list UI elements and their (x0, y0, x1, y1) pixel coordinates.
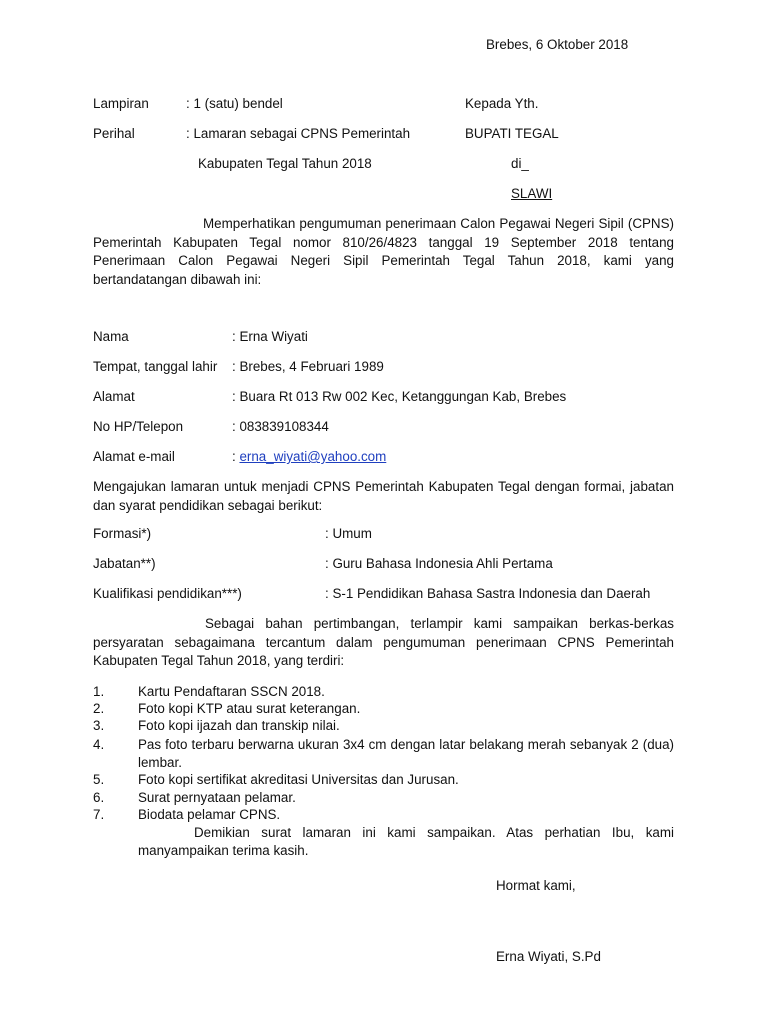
signer-name: Erna Wiyati, S.Pd (496, 949, 601, 964)
email-prefix: : (232, 449, 240, 464)
lampiran-label: Lampiran (93, 96, 149, 111)
lampiran-value: : 1 (satu) bendel (186, 96, 283, 111)
recipient-at: di_ (511, 156, 529, 171)
perihal-value: : Lamaran sebagai CPNS Pemerintah (186, 126, 411, 141)
formasi-label: Formasi*) (93, 526, 152, 541)
intro-paragraph: Memperhatikan pengumuman penerimaan Calon Pegawai Negeri Sipil (CPNS) Pemerintah Kabupaten Tegal nomor 810/26/4823 tanggal 19 September 2018 tentang Penerimaan Calon Pegawai Negeri Sipil Pemerintah Tegal Tahun 2018, kami yang bertandatangan dibawah ini: (93, 216, 674, 287)
applicant-email-label: Alamat e-mail (93, 449, 175, 464)
jabatan-label: Jabatan**) (93, 556, 156, 571)
kualifikasi-label: Kualifikasi pendidikan***) (93, 586, 242, 601)
list-item-number: 4. (93, 737, 105, 752)
recipient-city: SLAWI (511, 186, 553, 201)
recipient-greeting: Kepada Yth. (465, 96, 539, 111)
list-item: Foto kopi sertifikat akreditasi Universitas dan Jurusan. (138, 772, 459, 787)
list-item: Surat pernyataan pelamar. (138, 790, 296, 805)
applicant-address-label: Alamat (93, 389, 135, 404)
apply-paragraph: Mengajukan lamaran untuk menjadi CPNS Pemerintah Kabupaten Tegal dengan formai, jabatan dan syarat pendidikan sebagai berikut: (93, 479, 674, 513)
list-item-number: 6. (93, 790, 105, 805)
list-item-number: 5. (93, 772, 105, 787)
regards-text: Hormat kami, (496, 878, 576, 893)
perihal-label: Perihal (93, 126, 135, 141)
applicant-birth-value: : Brebes, 4 Februari 1989 (232, 359, 384, 374)
kualifikasi-value: : S-1 Pendidikan Bahasa Sastra Indonesia dan Daerah (325, 586, 651, 601)
consideration-paragraph: Sebagai bahan pertimbangan, terlampir kami sampaikan berkas-berkas persyaratan sebagaimana tercantum dalam pengumuman penerimaan CPNS Pemerintah Kabupaten Tegal Tahun 2018, yang terdiri: (93, 616, 674, 668)
email-link[interactable]: erna_wiyati@yahoo.com (239, 449, 387, 464)
list-item: Foto kopi ijazah dan transkip nilai. (138, 718, 340, 733)
jabatan-value: : Guru Bahasa Indonesia Ahli Pertama (325, 556, 553, 571)
formasi-value: : Umum (325, 526, 372, 541)
place-date: Brebes, 6 Oktober 2018 (486, 37, 629, 52)
recipient-name: BUPATI TEGAL (465, 126, 559, 141)
applicant-birth-label: Tempat, tanggal lahir (93, 359, 218, 374)
list-item: Biodata pelamar CPNS. (138, 807, 281, 822)
list-item-number: 1. (93, 684, 105, 699)
list-item: Foto kopi KTP atau surat keterangan. (138, 701, 361, 716)
applicant-name-value: : Erna Wiyati (232, 329, 308, 344)
applicant-name-label: Nama (93, 329, 129, 344)
perihal-value-2: Kabupaten Tegal Tahun 2018 (198, 156, 372, 171)
applicant-phone-label: No HP/Telepon (93, 419, 184, 434)
list-item: Kartu Pendaftaran SSCN 2018. (138, 684, 325, 699)
list-item: Pas foto terbaru berwarna ukuran 3x4 cm dengan latar belakang merah sebanyak 2 (dua) lembar. (138, 737, 674, 770)
applicant-address-value: : Buara Rt 013 Rw 002 Kec, Ketanggungan Kab, Brebes (232, 389, 567, 404)
list-item-number: 3. (93, 718, 105, 733)
list-item-number: 2. (93, 701, 105, 716)
applicant-email-row (232, 449, 386, 465)
list-item-number: 7. (93, 807, 105, 822)
closing-paragraph: Demikian surat lamaran ini kami sampaikan. Atas perhatian Ibu, kami manyampaikan terima kasih. (138, 825, 674, 858)
applicant-phone-value: : 083839108344 (232, 419, 329, 434)
